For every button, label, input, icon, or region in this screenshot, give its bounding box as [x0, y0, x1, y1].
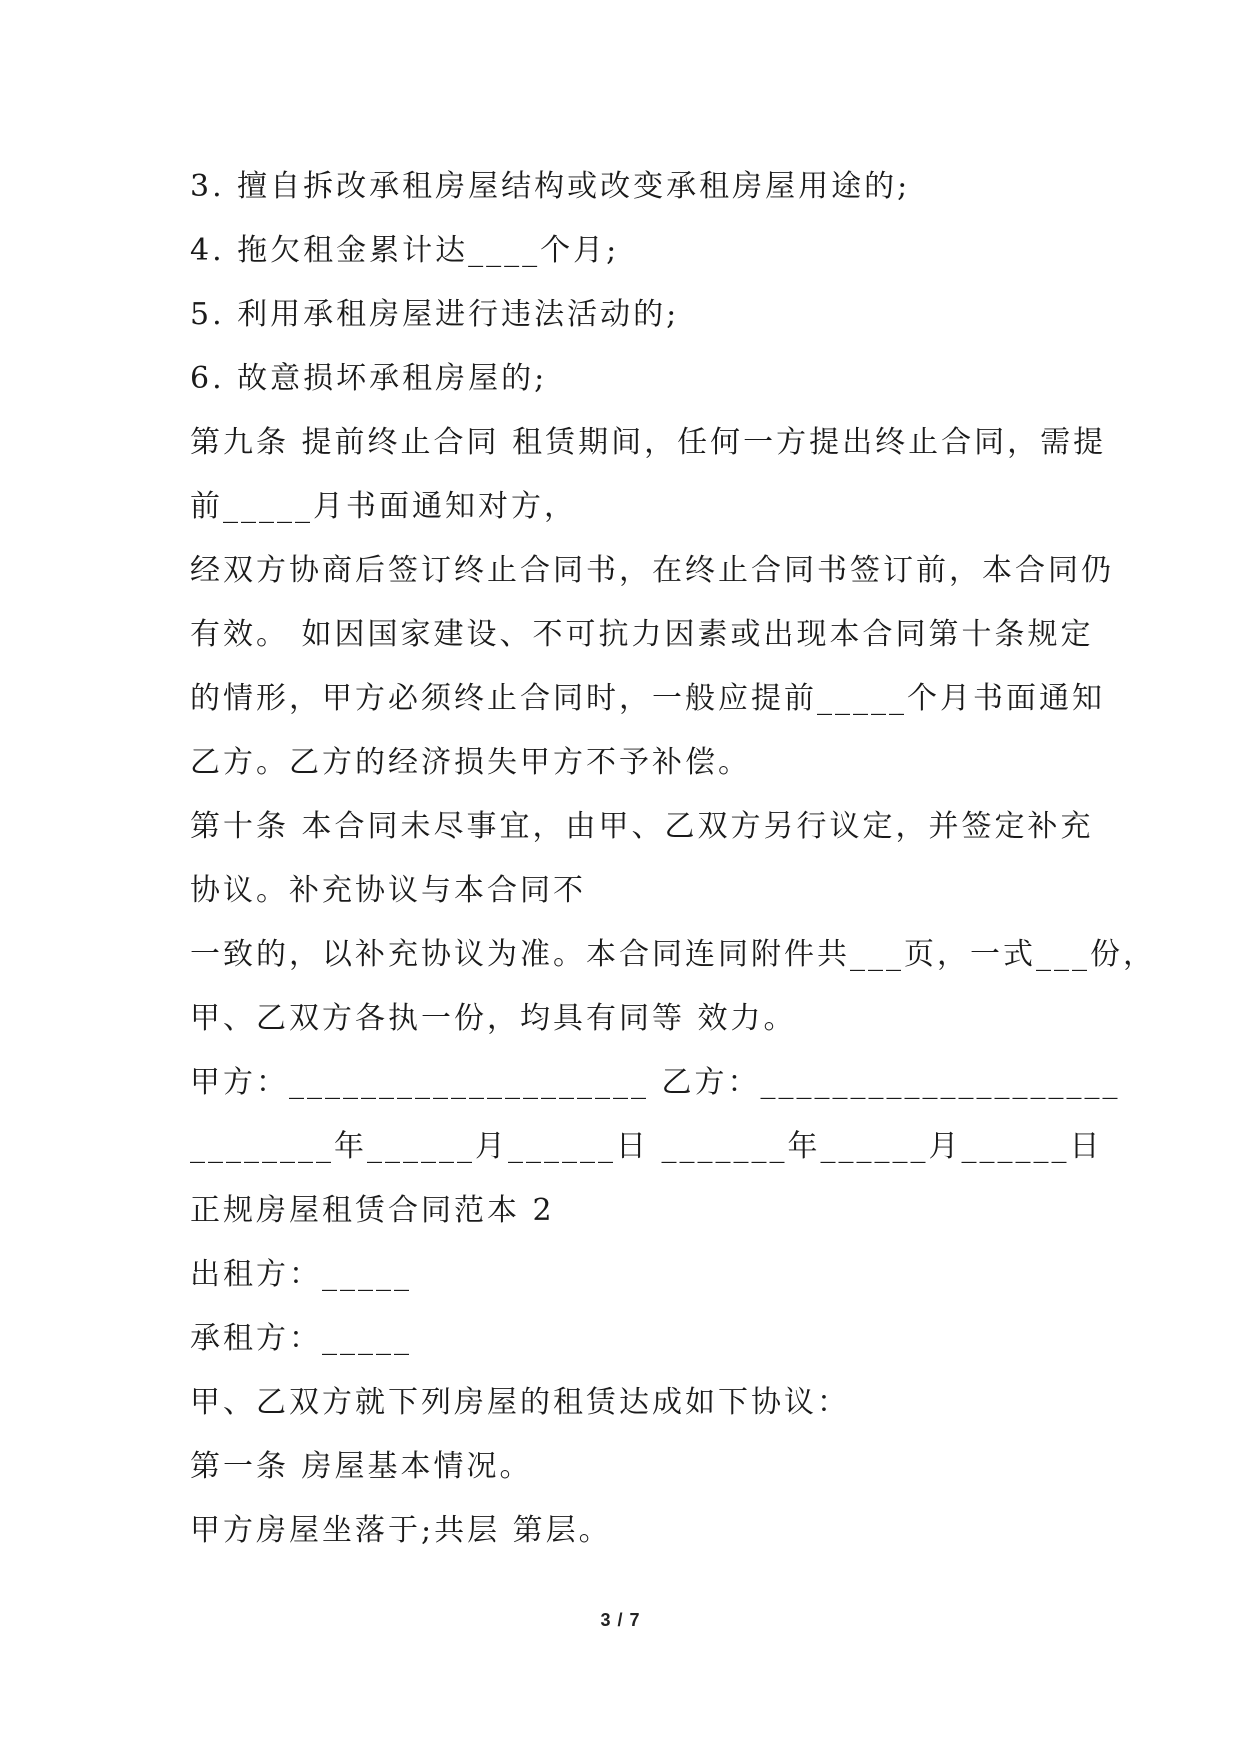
signature-line: 甲方：____________________ 乙方：____________________ [190, 1065, 1121, 1100]
clause-line: 第十条 本合同未尽事宜，由甲、乙双方另行议定，并签定补充 [190, 809, 1094, 844]
clause-line: 乙方。乙方的经济损失甲方不予补偿。 [190, 745, 751, 780]
clause-line: 5. 利用承租房屋进行违法活动的; [190, 297, 680, 332]
clause-line: 甲、乙双方各执一份，均具有同等 效力。 [190, 1001, 797, 1036]
date-line: ________年______月______日 _______年______月______日 [190, 1129, 1103, 1164]
clause-line: 4. 拖欠租金累计达____个月; [190, 233, 620, 268]
clause-line: 6. 故意损坏承租房屋的; [190, 361, 548, 396]
clause-line: 前_____月书面通知对方， [190, 489, 577, 524]
clause-heading: 第一条 房屋基本情况。 [190, 1449, 533, 1484]
clause-line: 甲方房屋坐落于;共层 第层。 [190, 1513, 612, 1548]
clause-line: 一致的，以补充协议为准。本合同连同附件共___页，一式___份， [190, 937, 1156, 972]
clause-line: 有效。 如因国家建设、不可抗力因素或出现本合同第十条规定 [190, 617, 1094, 652]
lessor-line: 出租方：_____ [190, 1257, 412, 1292]
document-body [190, 155, 1156, 1563]
clause-line: 3. 擅自拆改承租房屋结构或改变承租房屋用途的; [190, 169, 911, 204]
page-indicator: 3 / 7 [600, 1610, 641, 1630]
clause-line: 经双方协商后签订终止合同书，在终止合同书签订前，本合同仍 [190, 553, 1114, 588]
lessee-line: 承租方：_____ [190, 1321, 412, 1356]
section-title: 正规房屋租赁合同范本 2 [190, 1193, 555, 1228]
clause-line: 甲、乙双方就下列房屋的租赁达成如下协议： [190, 1385, 850, 1420]
clause-line: 协议。补充协议与本合同不 [190, 873, 586, 908]
clause-line: 第九条 提前终止合同 租赁期间，任何一方提出终止合同，需提 [190, 425, 1107, 460]
clause-line: 的情形，甲方必须终止合同时，一般应提前_____个月书面通知 [190, 681, 1105, 716]
